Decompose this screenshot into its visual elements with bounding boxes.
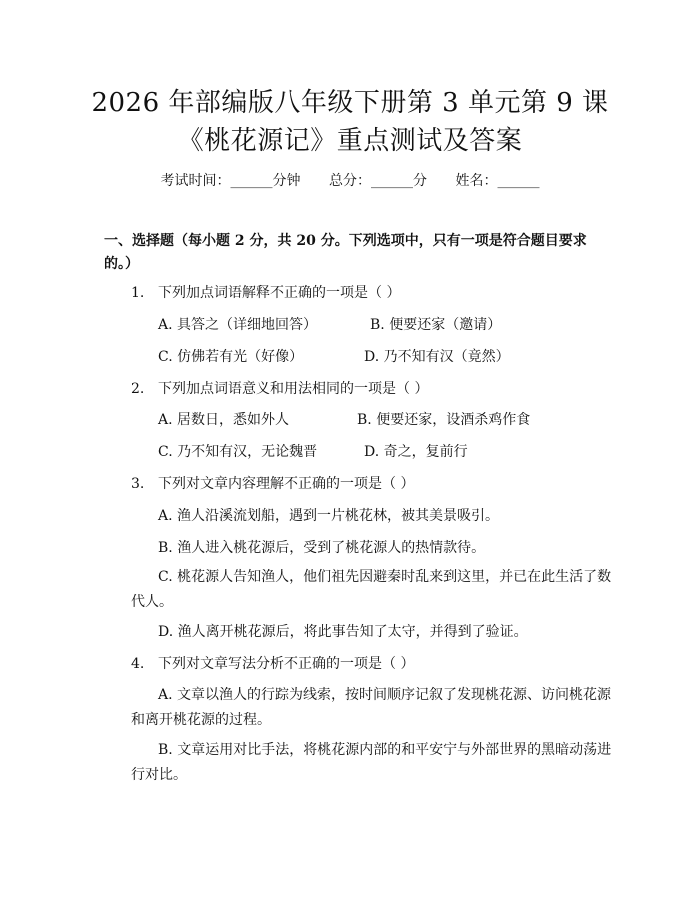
- q3-option-c: C. 桃花源人告知渔人，他们祖先因避秦时乱来到这里，并已在此生活了数代人。: [131, 569, 612, 610]
- q1-option-a: A. 具答之（详细地回答）: [158, 317, 318, 333]
- q1-option-d: D. 乃不知有汉（竟然）: [364, 349, 510, 365]
- q1-option-b: B. 便要还家（邀请）: [370, 317, 502, 333]
- question-4-stem: [131, 653, 414, 673]
- q2-option-b: B. 便要还家，设酒杀鸡作食: [357, 412, 531, 428]
- question-text: 下列加点词语意义和用法相同的一项是（ ）: [158, 381, 429, 397]
- exam-info-line: [0, 170, 700, 190]
- q2-option-c: C. 乃不知有汉，无论魏晋: [158, 444, 318, 460]
- q3-option-d: D. 渔人离开桃花源后，将此事告知了太守，并得到了验证。: [158, 624, 528, 640]
- question-number: 2.: [131, 381, 145, 397]
- question-number: 3.: [131, 476, 145, 492]
- q3-option-a: A. 渔人沿溪流划船，遇到一片桃花林，被其美景吸引。: [158, 508, 500, 524]
- q2-option-d: D. 奇之，复前行: [364, 444, 468, 460]
- question-text: 下列加点词语解释不正确的一项是（ ）: [158, 285, 401, 301]
- exam-name-field: 姓名：______: [455, 173, 540, 189]
- question-number: 1.: [131, 285, 145, 301]
- question-3-stem: [131, 473, 414, 493]
- question-2-stem: [131, 378, 428, 398]
- q4-option-a: A. 文章以渔人的行踪为线索，按时间顺序记叙了发现桃花源、访问桃花源和离开桃花源的过程。: [131, 687, 612, 728]
- exam-score-field: 总分：______分: [329, 173, 427, 189]
- question-1-stem: [131, 282, 400, 302]
- title-line-2: 《桃花源记》重点测试及答案: [177, 126, 523, 156]
- q4-option-b: B. 文章运用对比手法，将桃花源内部的和平安宁与外部世界的黑暗动荡进行对比。: [131, 742, 612, 783]
- question-number: 4.: [131, 656, 145, 672]
- title-line-1: 2026 年部编版八年级下册第 3 单元第 9 课: [91, 88, 609, 118]
- q3-option-b: B. 渔人进入桃花源后，受到了桃花源人的热情款待。: [158, 540, 486, 556]
- q1-option-c: C. 仿佛若有光（好像）: [158, 349, 304, 365]
- exam-time-field: 考试时间：______分钟: [160, 173, 301, 189]
- question-text: 下列对文章内容理解不正确的一项是（ ）: [158, 476, 415, 492]
- q2-option-a: A. 居数日，悉如外人: [158, 412, 290, 428]
- section-heading: 一、选择题（每小题 2 分，共 20 分。下列选项中，只有一项是符合题目要求的。）: [104, 233, 587, 272]
- question-text: 下列对文章写法分析不正确的一项是（ ）: [158, 656, 415, 672]
